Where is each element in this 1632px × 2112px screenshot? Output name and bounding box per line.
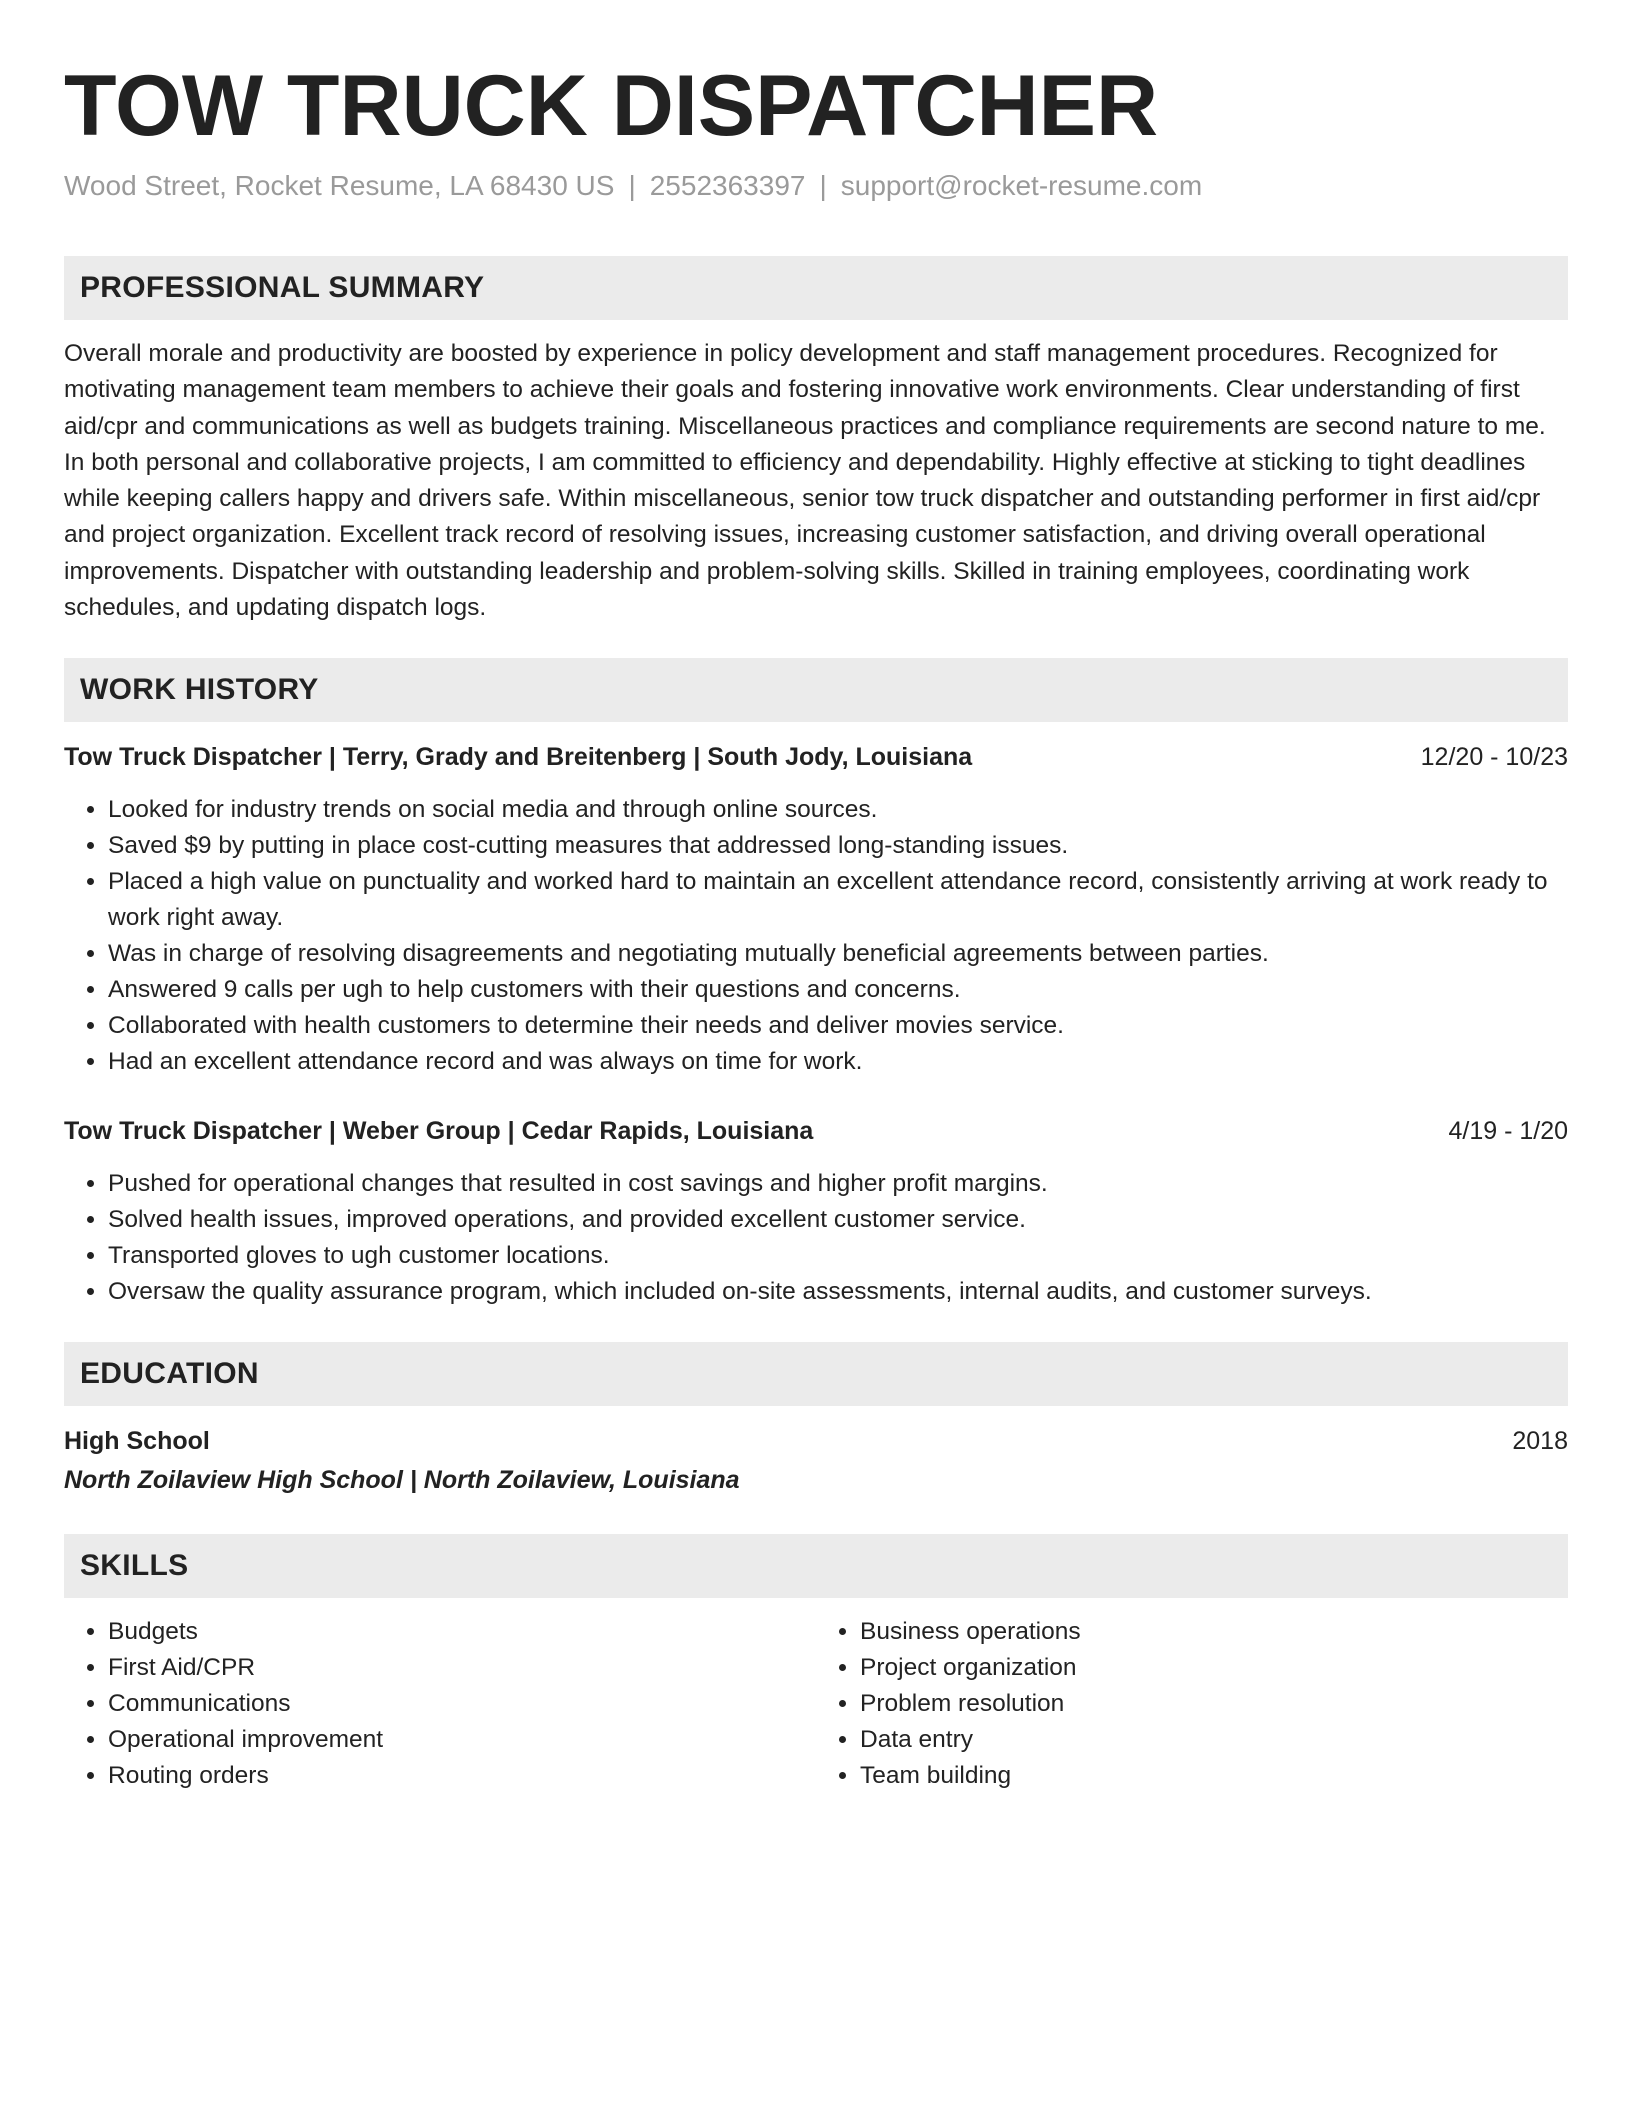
- skill-item: • Operational improvement: [108, 1722, 816, 1758]
- skill-item: • Data entry: [860, 1722, 1568, 1758]
- section-header-skills: SKILLS: [64, 1534, 1568, 1598]
- contact-phone: 2552363397: [649, 170, 806, 201]
- skill-item: • Team building: [860, 1758, 1568, 1794]
- job-bullet: • Had an excellent attendance record and was always on time for work.: [108, 1044, 1568, 1080]
- contact-address: Wood Street, Rocket Resume, LA 68430 US: [64, 170, 615, 201]
- job-bullet: • Transported gloves to ugh customer locations.: [108, 1238, 1568, 1274]
- job-entry: [64, 740, 1568, 1080]
- resume-name: TOW TRUCK DISPATCHER: [64, 58, 1159, 154]
- job-dates: 4/19 - 1/20: [1448, 1117, 1568, 1146]
- job-entry: [64, 1114, 1568, 1310]
- job-bullet: • Answered 9 calls per ugh to help customers with their questions and concerns.: [108, 972, 1568, 1008]
- summary-text: Overall morale and productivity are boosted by experience in policy development and staff management procedures. Recognized for motivating management team members to achieve their goals and fostering innovative work environments. Clear understanding of first aid/cpr and communications as well as budgets training. Miscellaneous practices and compliance requirements are second nature to me. In both personal and collaborative projects, I am committed to efficiency and dependability. Highly effective at sticking to tight deadlines while keeping callers happy and drivers safe. Within miscellaneous, senior tow truck dispatcher and outstanding performer in first aid/cpr and project organization. Excellent track record of resolving issues, increasing customer satisfaction, and driving overall operational improvements. Dispatcher with outstanding leadership and problem-solving skills. Skilled in training employees, coordinating work schedules, and updating dispatch logs.: [64, 340, 1546, 622]
- job-title: Tow Truck Dispatcher | Terry, Grady and Breitenberg | South Jody, Louisiana: [64, 743, 973, 772]
- job-header: [64, 1114, 1568, 1148]
- section-header-summary: PROFESSIONAL SUMMARY: [64, 256, 1568, 320]
- job-bullets: [64, 792, 1568, 1080]
- skill-item: • Communications: [108, 1686, 816, 1722]
- job-bullet: • Solved health issues, improved operations, and provided excellent customer service.: [108, 1202, 1568, 1238]
- contact-email: support@rocket-resume.com: [840, 170, 1203, 201]
- job-bullet: • Saved $9 by putting in place cost-cutting measures that addressed long-standing issues.: [108, 828, 1568, 864]
- job-dates: 12/20 - 10/23: [1420, 743, 1568, 772]
- job-bullets: [64, 1166, 1568, 1310]
- job-header: [64, 740, 1568, 774]
- skill-item: • Project organization: [860, 1650, 1568, 1686]
- job-bullet: • Pushed for operational changes that resulted in cost savings and higher profit margins.: [108, 1166, 1568, 1202]
- skill-item: • First Aid/CPR: [108, 1650, 816, 1686]
- job-bullet: • Looked for industry trends on social media and through online sources.: [108, 792, 1568, 828]
- skills-list-right: [816, 1614, 1568, 1794]
- skills-columns: [64, 1614, 1568, 1794]
- contact-separator: |: [628, 170, 636, 201]
- section-header-education: EDUCATION: [64, 1342, 1568, 1406]
- contact-line: [64, 168, 1568, 204]
- education-school: North Zoilaview High School | North Zoilaview, Louisiana: [64, 1466, 740, 1495]
- skill-item: • Business operations: [860, 1614, 1568, 1650]
- job-bullet: • Placed a high value on punctuality and worked hard to maintain an excellent attendance record, consistently arriving at work ready to work right away.: [108, 864, 1568, 936]
- job-bullet: • Collaborated with health customers to determine their needs and deliver movies service.: [108, 1008, 1568, 1044]
- skill-item: • Routing orders: [108, 1758, 816, 1794]
- job-bullet: • Was in charge of resolving disagreements and negotiating mutually beneficial agreements between parties.: [108, 936, 1568, 972]
- skills-list-left: [64, 1614, 816, 1794]
- job-title: Tow Truck Dispatcher | Weber Group | Cedar Rapids, Louisiana: [64, 1117, 814, 1146]
- education-degree: High School: [64, 1427, 210, 1456]
- contact-separator: |: [819, 170, 827, 201]
- section-header-work-history: WORK HISTORY: [64, 658, 1568, 722]
- skill-item: • Budgets: [108, 1614, 816, 1650]
- education-header: [64, 1424, 1568, 1458]
- job-bullet: • Oversaw the quality assurance program, which included on-site assessments, internal audits, and customer surveys.: [108, 1274, 1568, 1310]
- skill-item: • Problem resolution: [860, 1686, 1568, 1722]
- education-year: 2018: [1512, 1427, 1568, 1456]
